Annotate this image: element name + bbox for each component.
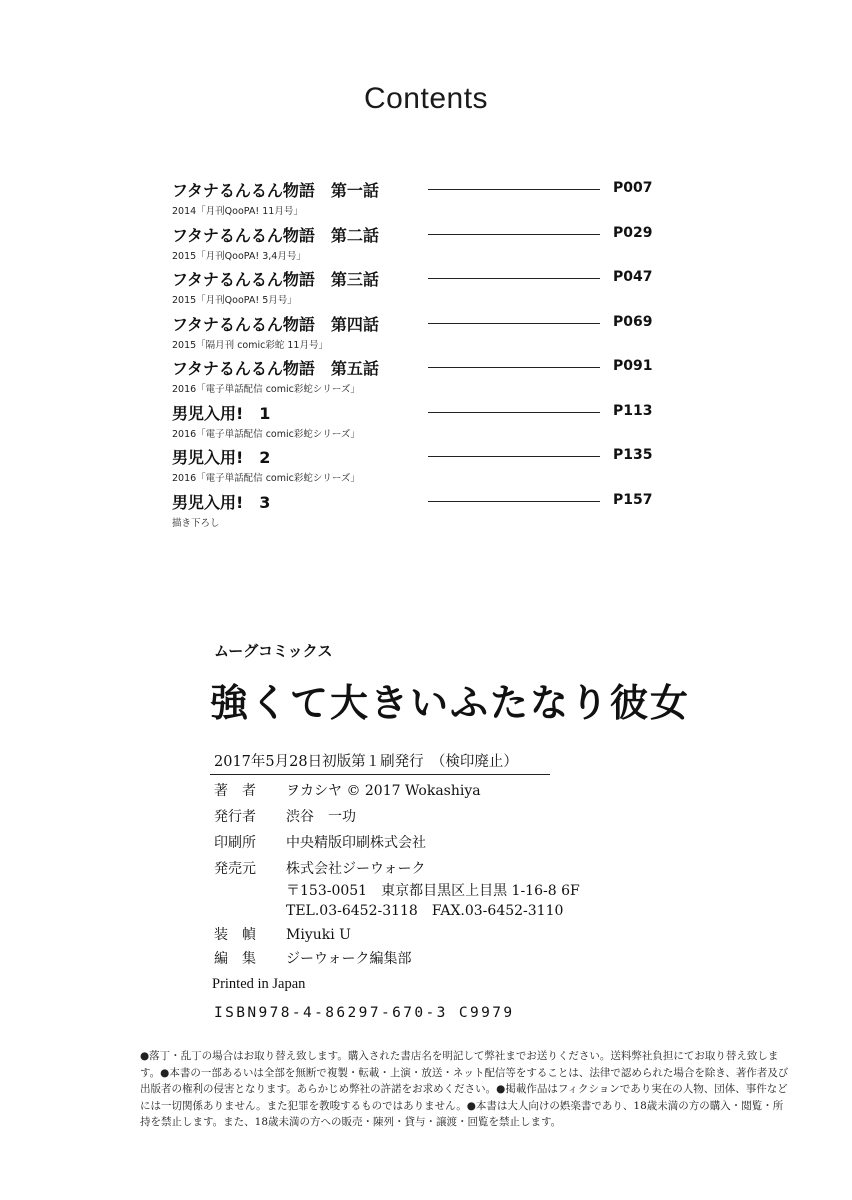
- colophon-key: 著者: [214, 783, 270, 799]
- colophon-row-author: [214, 780, 481, 800]
- colophon-key: 印刷所: [214, 835, 256, 851]
- isbn-code: ISBN978-4-86297-670-3 C9979: [214, 1005, 515, 1021]
- toc-leader-line: [428, 367, 600, 368]
- toc-entry-source: 2016「電子単話配信 comic彩蛇シリーズ」: [172, 473, 360, 484]
- toc-entry-source: 描き下ろし: [172, 517, 220, 529]
- toc-entry-title: フタナるんるん物語 第一話: [172, 181, 379, 200]
- colophon-row-seller: [214, 858, 425, 878]
- toc-entry-page: P157: [613, 491, 653, 508]
- legal-notice: [140, 1048, 789, 1131]
- contents-heading: Contents: [363, 82, 489, 115]
- colophon-value: ジーウォーク編集部: [286, 951, 412, 967]
- colophon-row-printer: [214, 832, 426, 852]
- toc-entry-title: 男児入用! 2: [172, 448, 271, 467]
- toc-leader-line: [428, 501, 600, 502]
- toc-entry-source: 2015「月刊QooPA! 3,4月号」: [172, 250, 306, 262]
- toc-entry-source: 2015「月刊QooPA! 5月号」: [172, 295, 297, 306]
- colophon-value: ヲカシヤ © 2017 Wokashiya: [286, 783, 481, 799]
- toc-entry-page: P069: [613, 313, 653, 330]
- toc-entry-source: 2016「電子単話配信 comic彩蛇シリーズ」: [172, 384, 360, 395]
- printed-in: Printed in Japan: [212, 976, 306, 992]
- toc-entry-title: 男児入用! 1: [172, 403, 271, 423]
- colophon-phone: TEL.03-6452-3118 FAX.03-6452-3110: [286, 903, 564, 919]
- colophon-key: 編集: [214, 951, 270, 967]
- toc-entry-title: 男児入用! 3: [172, 492, 271, 512]
- colophon-row-editor: [214, 948, 411, 968]
- toc-leader-line: [428, 412, 600, 413]
- book-title: 強くて大きいふたなり彼女: [210, 681, 691, 725]
- toc-entry-page: P029: [613, 224, 653, 241]
- toc-entry-source: 2015「隔月刊 comic彩蛇 11月号」: [172, 339, 328, 351]
- toc-leader-line: [428, 234, 600, 235]
- toc-leader-line: [428, 278, 600, 279]
- toc-entry-title: フタナるんるん物語 第二話: [172, 225, 379, 245]
- colophon-key: 装幀: [214, 927, 270, 943]
- divider: [210, 774, 550, 775]
- toc-entry: [172, 356, 672, 401]
- colophon-value: Miyuki U: [286, 927, 351, 943]
- toc-entry-source: 2016「電子単話配信 comic彩蛇シリーズ」: [172, 428, 360, 440]
- toc-leader-line: [428, 456, 600, 457]
- colophon-value: 中央精版印刷株式会社: [286, 835, 426, 851]
- toc-entry: [172, 312, 672, 357]
- toc-entry: [172, 223, 672, 268]
- colophon-key: 発売元: [214, 861, 256, 877]
- colophon-row-phone: [214, 900, 563, 920]
- colophon-row-address: [214, 880, 580, 900]
- notice-line: す。●本書の一部あるいは全部を無断で複製・転載・上演・放送・ネット配信等をすることは、法律で認められた場合を除き、著作者及び: [140, 1066, 789, 1079]
- toc-entry-title: フタナるんるん物語 第五話: [172, 359, 379, 378]
- colophon-value: 渋谷 一功: [286, 809, 356, 825]
- publish-date: 2017年5月28日初版第１刷発行 （検印廃止）: [214, 754, 518, 770]
- toc-entry-page: P091: [613, 358, 653, 374]
- notice-line: には一切関係ありません。また犯罪を教唆するものではありません。●本書は大人向けの娯楽書であり、18歳未満の方の購入・閲覧・所: [140, 1099, 784, 1112]
- toc-entry-title: フタナるんるん物語 第三話: [172, 270, 379, 289]
- notice-line: 出版者の権利の侵害となります。あらかじめ弊社の許諾をお求めください。●掲載作品はフィクションであり実在の人物、団体、事件など: [140, 1083, 788, 1095]
- toc-entry-source: 2014「月刊QooPA! 11月号」: [172, 206, 303, 217]
- table-of-contents: [172, 178, 672, 534]
- toc-entry: [172, 267, 672, 312]
- toc-entry: [172, 445, 672, 490]
- toc-leader-line: [428, 323, 600, 324]
- toc-entry: [172, 401, 672, 446]
- toc-entry-title: フタナるんるん物語 第四話: [172, 314, 379, 334]
- series-label: ムーグコミックス: [214, 642, 333, 660]
- toc-entry: [172, 490, 672, 535]
- toc-entry-page: P047: [613, 269, 653, 285]
- colophon-key: 発行者: [214, 809, 256, 825]
- colophon-row-publisher: [214, 806, 356, 826]
- toc-entry-page: P113: [613, 402, 653, 419]
- notice-line: ●落丁・乱丁の場合はお取り替え致します。購入された書店名を明記して弊社までお送りください。送料弊社負担にてお取り替え致しま: [140, 1050, 779, 1062]
- toc-entry-page: P007: [613, 180, 653, 196]
- colophon-value: 株式会社ジーウォーク: [286, 861, 426, 877]
- toc-leader-line: [428, 189, 600, 190]
- toc-entry-page: P135: [613, 447, 653, 463]
- notice-line: 持を禁止します。また、18歳未満の方への販売・陳列・貸与・譲渡・回覧を禁止します。: [140, 1116, 562, 1128]
- colophon-row-design: [214, 924, 351, 944]
- colophon-address: 〒153-0051 東京都目黒区上目黒 1-16-8 6F: [286, 883, 580, 899]
- toc-entry: [172, 178, 672, 223]
